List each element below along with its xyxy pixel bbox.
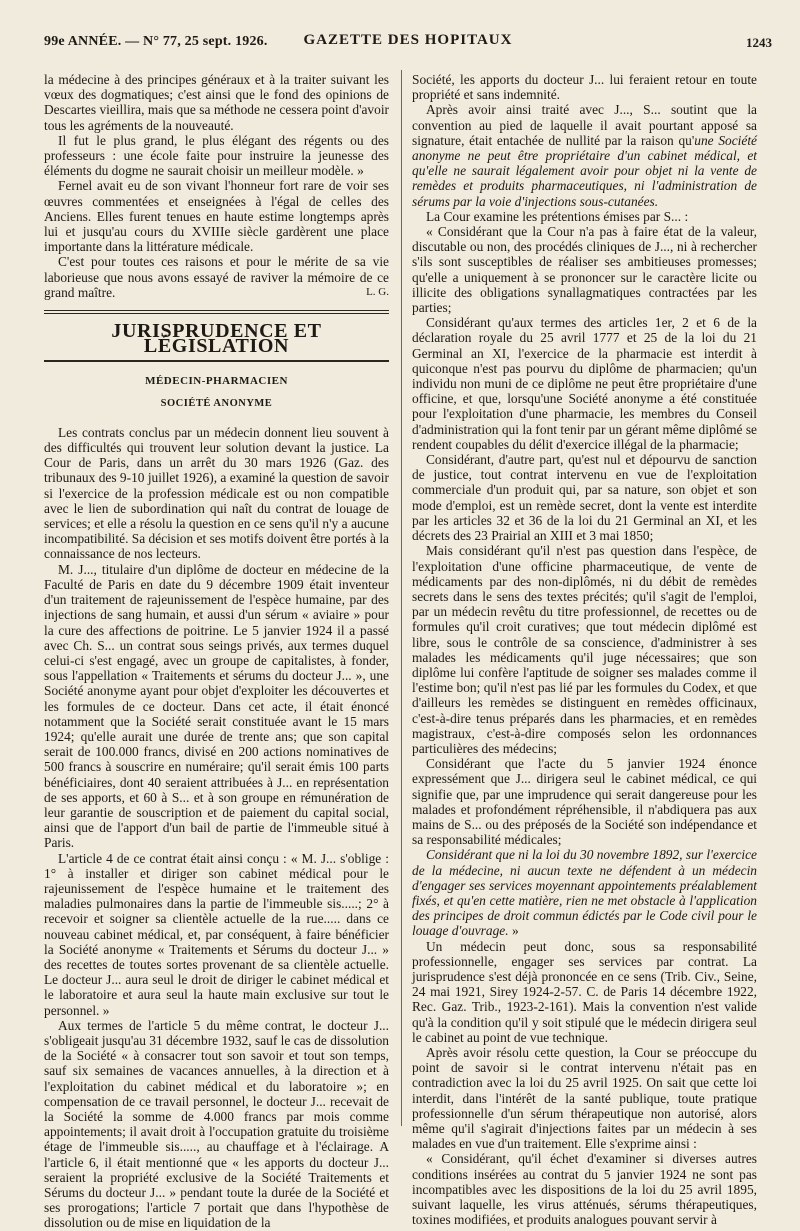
- title-rule: [44, 360, 389, 362]
- issue-info: 99e ANNÉE. — N° 77, 25 sept. 1926.: [44, 34, 268, 49]
- paragraph: L'article 4 de ce contrat était ainsi conçu : « M. J... s'oblige : 1° à installer et diriger son cabinet médical pour le rajeunissement de l'espèce humaine et le traitement des maladies pulmonaires dans la partie de l'immeuble sis.....; 2° à recevoir et soigner sa clientèle actuelle de la rue..... dans ce nouveau cabinet médical, et, par conséquent, à faire bénéficier la Société anonyme « Traitements et Sérums du docteur J... » des recettes de toutes sortes provenant de sa clientèle actuelle. Le docteur J... aura seul le droit de diriger le cabinet médical et le laboratoire et aura seul la haute main exclusive sur tout le personnel. »: [44, 850, 389, 1018]
- paragraph: M. J..., titulaire d'un diplôme de docteur en médecine de la Faculté de Paris en date du 9 décembre 1909 était inventeur d'un traitement de rajeunissement de l'espèce humaine, par des injections de sang humain, et aussi d'un sérum « aviaire » pour la cure des affections de poitrine. Le 5 janvier 1924 il a passé avec Ch. S... un contrat sous seings privés, aux termes duquel celui-ci s'est engagé, avec un groupe de capitalistes, à fonder, sous l'appellation « Traitements et sérums du docteur J... », une Société anonyme ayant pour objet d'exploiter les découvertes et les formules de ce docteur. Dans cet acte, il était énoncé notamment que la Société serait constituée avant le 15 mars 1924; qu'elle aurait une durée de trente ans; que son capital serait de 100.000 francs, divisé en 200 actions nominatives de 500 francs à souscrire en numéraire; qu'il serait émis 100 parts bénéficiaires, dont 40 seraient attribuées à J... en représentation de ses apports, et 60 à S... et à son groupe en rémunération de leur garantie de souscription et de paiement du capital social, ainsi que de l'apport d'un bail de partie de l'immeuble situé à Paris.: [44, 561, 389, 851]
- paragraph: Après avoir résolu cette question, la Cour se préoccupe du point de savoir si le contrat intervenu n'était pas en contradiction avec la loi du 25 avril 1925. On sait que cette loi interdit, dans l'intérêt de la santé publique, toute pratique professionnelle d'un sérum thérapeutique non autorisé, alors même qu'il s'agirait d'injections faites par un médecin à ses malades en vue d'un traitement. Elle s'exprime ainsi :: [412, 1045, 757, 1152]
- quote-end: »: [508, 923, 519, 939]
- right-column: [412, 72, 757, 1227]
- paragraph: Considérant que l'acte du 5 janvier 1924 énonce expressément que J... dirigera seul le cabinet médical, ce qui signifie que, par une imprudence qui serait dangereuse pour les malades et profondément répréhensible, il n'abdiquera pas aux mains de S... ou des préposés de la Société son indépendance et sa responsabilité médicales;: [412, 756, 757, 848]
- paragraph: [44, 254, 389, 300]
- article-heading: MÉDECIN-PHARMACIEN: [145, 375, 288, 388]
- paragraph: Les contrats conclus par un médecin donnent lieu souvent à des difficultés qui trouvent leur solution devant la justice. La Cour de Paris, dans un arrêt du 30 mars 1926 (Gaz. des tribunaux des 9-10 juillet 1926), a examiné la question de savoir si l'exercice de la profession médicale est ou non compatible avec le lien de subordination qui naît du contrat de louage de services; et elle a résolu la question en ce sens qu'il n'y a aucune incompatibilité. Sa décision et ses motifs doivent être portés à la connaissance de nos lecteurs.: [44, 424, 389, 562]
- page-header: [44, 28, 772, 54]
- paragraph: [412, 847, 757, 938]
- paragraph: « Considérant, qu'il échet d'examiner si diverses autres conditions insérées au contrat du 5 janvier 1924 ne sont pas incompatibles avec les dispositions de la loi du 25 avril 1895, suivant laquelle, les virus atténués, sérums thérapeutiques, toxines modifiées, et produits analogues pouvant servir à: [412, 1151, 757, 1228]
- italic-quote: une Société anonyme ne peut être propriétaire d'un cabinet médical, et qu'elle ne saurait légalement avoir pour objet ni la vente de remèdes et produits pharmaceutiques, ni l'administration de sérums par la voie d'injections sous-cutanées.: [412, 132, 758, 209]
- paragraph: Considérant, d'autre part, qu'est nul et dépourvu de sanction de justice, tout contrat intervenu en vue de l'exploitation commerciale d'un produit qui, par sa nature, son objet et son mode d'emploi, est un remède secret, dont la vente est interdite par les articles 32 et 36 de la loi du 21 Germinal an XI, et les décrets des 23 Prairial an XIII et 3 mai 1850;: [412, 452, 757, 544]
- paragraph: Un médecin peut donc, sous sa responsabilité professionnelle, engager ses services par contrat. La jurisprudence s'est déjà prononcée en ce sens (Trib. Civ., Seine, 24 mai 1921, Sirey 1924-2-57. C. de Paris 14 décembre 1922, Rec. Gaz. Trib., 1923-2-161). Mais la convention n'est valide qu'à la condition qu'il y soit stipulé que le médecin dirigera seul le cabinet au point de vue technique.: [412, 938, 757, 1045]
- paragraph: La Cour examine les prétentions émises par S... :: [426, 208, 689, 224]
- section-rule: [44, 310, 389, 314]
- paragraph-text: C'est pour toutes ces raisons et pour le mérite de sa vie laborieuse que nous avons essayé de raviver la mémoire de ce grand maître.: [44, 254, 389, 300]
- paragraph: Société, les apports du docteur J... lui feraient retour en toute propriété et sans indemnité.: [412, 72, 757, 103]
- paragraph: Considérant qu'aux termes des articles 1er, 2 et 6 de la déclaration royale du 25 avril 1777 et 25 de la loi du 21 Germinal an XI, l'exercice de la pharmacie est interdit à quiconque n'est pas pourvu du diplôme de pharmacien; qu'un individu non muni de ce diplôme ne peut être propriétaire d'une officine, et que, lorsqu'une Société anonyme a été constituée pour l'exploitation d'une pharmacie, les membres du Conseil d'administration qui la font tenir par un gérant même diplômé se rendent coupables du délit d'exercice illégal de la pharmacie;: [412, 315, 757, 452]
- section-title: JURISPRUDENCE ET LÉGISLATION: [111, 320, 322, 358]
- paragraph-text: Après avoir ainsi traité avec J..., S... soutint que la convention au pied de laquelle il avait pourtant apposé sa signature, était entachée de nullité par la raison qu': [412, 102, 757, 148]
- paragraph: Mais considérant qu'il n'est pas question dans l'espèce, de l'exploitation d'une officine pharmaceutique, de vente de médicaments par des non-diplômés, ni du débit de remèdes secrets dans le sens des textes précités; qu'il s'agit de l'emploi, par un médecin revêtu du titre professionnel, de recettes ou de formules qu'il croit curatives; que tout médecin diplômé est libre, sous le contrôle de sa conscience, d'administrer à ses malades les médicaments qu'il juge nécessaires; que son diplôme lui confère l'aptitude de soigner ses malades comme il l'estime bon; qu'il n'est pas lié par les formules du Codex, et que d'ailleurs les remèdes se distinguent en remèdes officinaux, c'est-à-dire tenus préparés dans les pharmacies, et en remèdes magistraux, c'est-à-dire composés selon les ordonnances particulières des médecins;: [412, 543, 757, 756]
- author-signature: L. G.: [366, 285, 389, 298]
- italic-quote: Considérant que ni la loi du 30 novembre 1892, sur l'exercice de la médecine, ni aucun texte ne défendent à un médecin d'engager ses services moyennant appointements préalablement fixés, et qu'en cette matière, rien ne met obstacle à l'application des principes de droit commun édictés par le Code civil pour le louage d'ouvrage.: [412, 847, 757, 939]
- article-subheading: SOCIÉTÉ ANONYME: [160, 397, 273, 409]
- paragraph: Il fut le plus grand, le plus élégant des régents ou des professeurs : une école faite pour instruire la jeunesse des éléments du dogme ne saurait choisir un meilleur modèle. »: [44, 132, 389, 179]
- page-number: 1243: [746, 35, 772, 50]
- paragraph: « Considérant que la Cour n'a pas à faire état de la valeur, discutable ou non, des procédés cliniques de J..., ni à rechercher s'ils sont susceptibles de réaliser ses ambitieuses promesses; qu'elle a uniquement à se prononcer sur le caractère licite ou illicite des obligations synallagmatiques contractées par les parties;: [412, 224, 757, 316]
- paragraph: Fernel avait eu de son vivant l'honneur fort rare de voir ses œuvres commentées et enseignées à l'égal de celles des Anciens. Elles furent tenues en haute estime longtemps après lui et jusqu'au cours du XVIIIe siècle gardèrent une place importante dans la littérature médicale.: [44, 178, 389, 255]
- paragraph: la médecine à des principes généraux et à la traiter suivant les vœux des dogmatiques; c'est ainsi que le fond des opinions de Descartes vieillira, mais que sa méthode ne cessera point d'avoir tous les agréments de la nouveauté.: [44, 72, 389, 133]
- left-column: [44, 72, 389, 1231]
- column-divider: [401, 70, 402, 1126]
- paragraph: Aux termes de l'article 5 du même contrat, le docteur J... s'obligeait jusqu'au 31 décembre 1932, sauf le cas de dissolution de la Société « à consacrer tout son savoir et tout son temps, sauf six semaines de vacances annuelles, à la direction et à l'exploitation du cabinet médical et du laboratoire »; en compensation de ce travail personnel, le docteur J... recevait de la Société la somme de 4.000 francs par mois comme appointements; il avait droit à l'occupation gratuite du troisième étage de l'immeuble sis....., au chauffage et à l'éclairage. A l'article 6, il était mentionné que « les apports du docteur J... seraient la propriété exclusive de la Société Traitements et Sérums du docteur J... » pendant toute la durée de la Société et ses prorogations; l'article 7 portait que dans l'hypothèse de dissolution ou de mise en liquidation de la: [44, 1017, 389, 1231]
- journal-title: GAZETTE DES HOPITAUX: [303, 32, 513, 48]
- paragraph: [412, 102, 757, 208]
